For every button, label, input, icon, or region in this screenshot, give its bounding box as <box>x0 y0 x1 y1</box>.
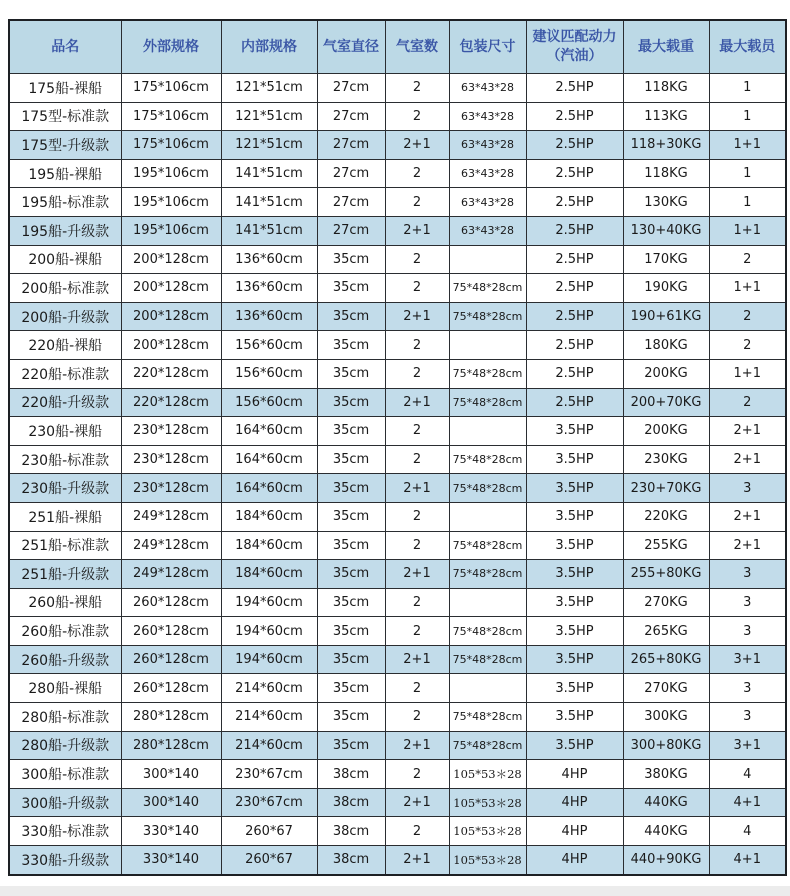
cell-recommended-power: 4HP <box>526 817 623 846</box>
cell-recommended-power: 4HP <box>526 846 623 875</box>
cell-max-load: 118+30KG <box>623 131 709 160</box>
cell-recommended-power: 4HP <box>526 760 623 789</box>
cell-chamber-count: 2 <box>385 617 449 646</box>
cell-product-name: 280船-裸船 <box>9 674 121 703</box>
cell-inner-size: 214*60cm <box>221 703 317 732</box>
cell-max-load: 190KG <box>623 274 709 303</box>
cell-tube-diameter: 35cm <box>317 617 385 646</box>
cell-max-persons: 2 <box>709 302 786 331</box>
cell-chamber-count: 2 <box>385 274 449 303</box>
table-row <box>9 131 786 160</box>
header-tube-diameter: 气室直径 <box>317 20 385 74</box>
cell-inner-size: 230*67cm <box>221 788 317 817</box>
table-row <box>9 274 786 303</box>
cell-tube-diameter: 35cm <box>317 302 385 331</box>
cell-product-name: 330船-升级款 <box>9 846 121 875</box>
cell-inner-size: 164*60cm <box>221 474 317 503</box>
table-row <box>9 302 786 331</box>
table-row <box>9 674 786 703</box>
table-row <box>9 731 786 760</box>
cell-tube-diameter: 35cm <box>317 645 385 674</box>
cell-inner-size: 156*60cm <box>221 359 317 388</box>
cell-outer-size: 280*128cm <box>121 731 221 760</box>
bottom-divider <box>0 886 790 896</box>
cell-tube-diameter: 35cm <box>317 502 385 531</box>
cell-recommended-power: 3.5HP <box>526 703 623 732</box>
table-row <box>9 188 786 217</box>
table-row <box>9 788 786 817</box>
cell-tube-diameter: 35cm <box>317 245 385 274</box>
cell-outer-size: 200*128cm <box>121 331 221 360</box>
cell-product-name: 195船-裸船 <box>9 159 121 188</box>
cell-max-persons: 2+1 <box>709 417 786 446</box>
cell-package-size <box>449 502 526 531</box>
cell-max-load: 190+61KG <box>623 302 709 331</box>
cell-max-persons: 3 <box>709 474 786 503</box>
cell-inner-size: 184*60cm <box>221 502 317 531</box>
cell-tube-diameter: 38cm <box>317 846 385 875</box>
cell-max-load: 113KG <box>623 102 709 131</box>
cell-package-size <box>449 588 526 617</box>
cell-package-size: 75*48*28cm <box>449 560 526 589</box>
cell-product-name: 175船-裸船 <box>9 74 121 103</box>
cell-chamber-count: 2 <box>385 417 449 446</box>
cell-outer-size: 230*128cm <box>121 474 221 503</box>
cell-outer-size: 230*128cm <box>121 445 221 474</box>
cell-recommended-power: 2.5HP <box>526 388 623 417</box>
cell-max-persons: 3+1 <box>709 645 786 674</box>
cell-max-persons: 3 <box>709 560 786 589</box>
header-outer-size: 外部规格 <box>121 20 221 74</box>
cell-chamber-count: 2 <box>385 359 449 388</box>
cell-chamber-count: 2 <box>385 760 449 789</box>
table-row <box>9 417 786 446</box>
cell-max-persons: 3 <box>709 617 786 646</box>
cell-tube-diameter: 38cm <box>317 817 385 846</box>
cell-package-size: 63*43*28 <box>449 74 526 103</box>
cell-inner-size: 136*60cm <box>221 302 317 331</box>
cell-package-size: 75*48*28cm <box>449 359 526 388</box>
boat-spec-table <box>8 19 787 876</box>
cell-recommended-power: 3.5HP <box>526 531 623 560</box>
cell-outer-size: 300*140 <box>121 788 221 817</box>
cell-chamber-count: 2 <box>385 331 449 360</box>
cell-recommended-power: 3.5HP <box>526 560 623 589</box>
cell-product-name: 200船-裸船 <box>9 245 121 274</box>
cell-outer-size: 330*140 <box>121 817 221 846</box>
cell-package-size: 75*48*28cm <box>449 388 526 417</box>
cell-outer-size: 175*106cm <box>121 74 221 103</box>
cell-package-size <box>449 331 526 360</box>
cell-outer-size: 260*128cm <box>121 645 221 674</box>
cell-outer-size: 195*106cm <box>121 159 221 188</box>
cell-chamber-count: 2+1 <box>385 560 449 589</box>
cell-inner-size: 141*51cm <box>221 159 317 188</box>
cell-tube-diameter: 35cm <box>317 588 385 617</box>
cell-inner-size: 194*60cm <box>221 617 317 646</box>
cell-package-size <box>449 417 526 446</box>
cell-tube-diameter: 35cm <box>317 417 385 446</box>
cell-chamber-count: 2 <box>385 74 449 103</box>
cell-max-load: 255KG <box>623 531 709 560</box>
cell-inner-size: 194*60cm <box>221 588 317 617</box>
cell-chamber-count: 2 <box>385 703 449 732</box>
cell-recommended-power: 2.5HP <box>526 216 623 245</box>
cell-chamber-count: 2+1 <box>385 846 449 875</box>
cell-max-load: 440KG <box>623 788 709 817</box>
cell-recommended-power: 2.5HP <box>526 274 623 303</box>
cell-outer-size: 260*128cm <box>121 588 221 617</box>
cell-recommended-power: 4HP <box>526 788 623 817</box>
cell-package-size: 75*48*28cm <box>449 645 526 674</box>
cell-product-name: 200船-升级款 <box>9 302 121 331</box>
cell-max-persons: 3 <box>709 588 786 617</box>
table-body <box>9 74 786 875</box>
cell-product-name: 195船-标准款 <box>9 188 121 217</box>
cell-inner-size: 121*51cm <box>221 74 317 103</box>
cell-chamber-count: 2+1 <box>385 216 449 245</box>
cell-inner-size: 141*51cm <box>221 216 317 245</box>
cell-recommended-power: 2.5HP <box>526 131 623 160</box>
cell-tube-diameter: 38cm <box>317 760 385 789</box>
cell-package-size: 75*48*28cm <box>449 731 526 760</box>
cell-max-persons: 4+1 <box>709 846 786 875</box>
cell-inner-size: 214*60cm <box>221 731 317 760</box>
cell-chamber-count: 2+1 <box>385 731 449 760</box>
cell-chamber-count: 2+1 <box>385 645 449 674</box>
table-row <box>9 502 786 531</box>
table-row <box>9 617 786 646</box>
cell-tube-diameter: 35cm <box>317 531 385 560</box>
cell-outer-size: 249*128cm <box>121 531 221 560</box>
table-row <box>9 102 786 131</box>
cell-package-size: 63*43*28 <box>449 216 526 245</box>
cell-max-persons: 1 <box>709 74 786 103</box>
cell-max-load: 270KG <box>623 674 709 703</box>
cell-chamber-count: 2+1 <box>385 474 449 503</box>
cell-outer-size: 195*106cm <box>121 216 221 245</box>
cell-tube-diameter: 35cm <box>317 388 385 417</box>
cell-max-persons: 4+1 <box>709 788 786 817</box>
cell-package-size <box>449 674 526 703</box>
cell-product-name: 280船-标准款 <box>9 703 121 732</box>
cell-tube-diameter: 35cm <box>317 445 385 474</box>
cell-tube-diameter: 35cm <box>317 560 385 589</box>
cell-inner-size: 164*60cm <box>221 417 317 446</box>
cell-product-name: 175型-升级款 <box>9 131 121 160</box>
cell-outer-size: 175*106cm <box>121 102 221 131</box>
cell-tube-diameter: 35cm <box>317 703 385 732</box>
cell-max-persons: 4 <box>709 817 786 846</box>
cell-recommended-power: 3.5HP <box>526 645 623 674</box>
cell-max-persons: 2 <box>709 331 786 360</box>
cell-chamber-count: 2+1 <box>385 388 449 417</box>
cell-outer-size: 260*128cm <box>121 617 221 646</box>
header-max-load: 最大载重 <box>623 20 709 74</box>
cell-package-size: 63*43*28 <box>449 131 526 160</box>
cell-inner-size: 184*60cm <box>221 531 317 560</box>
cell-max-persons: 2 <box>709 245 786 274</box>
cell-package-size: 75*48*28cm <box>449 274 526 303</box>
cell-recommended-power: 2.5HP <box>526 302 623 331</box>
cell-product-name: 330船-标准款 <box>9 817 121 846</box>
cell-max-load: 200KG <box>623 417 709 446</box>
cell-max-persons: 1+1 <box>709 216 786 245</box>
cell-max-load: 200+70KG <box>623 388 709 417</box>
cell-tube-diameter: 27cm <box>317 74 385 103</box>
table-row <box>9 359 786 388</box>
cell-recommended-power: 2.5HP <box>526 359 623 388</box>
cell-product-name: 260船-升级款 <box>9 645 121 674</box>
cell-tube-diameter: 27cm <box>317 131 385 160</box>
cell-inner-size: 260*67 <box>221 846 317 875</box>
cell-max-persons: 4 <box>709 760 786 789</box>
cell-product-name: 230船-标准款 <box>9 445 121 474</box>
cell-package-size: 105*53＊28 <box>449 788 526 817</box>
cell-max-load: 255+80KG <box>623 560 709 589</box>
cell-inner-size: 194*60cm <box>221 645 317 674</box>
table-row <box>9 159 786 188</box>
cell-max-persons: 3+1 <box>709 731 786 760</box>
cell-inner-size: 121*51cm <box>221 131 317 160</box>
cell-product-name: 280船-升级款 <box>9 731 121 760</box>
cell-max-persons: 2+1 <box>709 445 786 474</box>
cell-inner-size: 260*67 <box>221 817 317 846</box>
cell-recommended-power: 2.5HP <box>526 102 623 131</box>
cell-outer-size: 220*128cm <box>121 359 221 388</box>
cell-recommended-power: 2.5HP <box>526 74 623 103</box>
table-header-row <box>9 20 786 74</box>
cell-product-name: 300船-升级款 <box>9 788 121 817</box>
header-chamber-count: 气室数 <box>385 20 449 74</box>
cell-package-size: 105*53＊28 <box>449 846 526 875</box>
cell-chamber-count: 2 <box>385 445 449 474</box>
table-row <box>9 560 786 589</box>
cell-max-load: 230KG <box>623 445 709 474</box>
cell-product-name: 195船-升级款 <box>9 216 121 245</box>
cell-max-persons: 2 <box>709 388 786 417</box>
cell-product-name: 220船-升级款 <box>9 388 121 417</box>
cell-outer-size: 280*128cm <box>121 703 221 732</box>
cell-inner-size: 230*67cm <box>221 760 317 789</box>
cell-outer-size: 220*128cm <box>121 388 221 417</box>
cell-tube-diameter: 35cm <box>317 674 385 703</box>
cell-chamber-count: 2+1 <box>385 788 449 817</box>
cell-max-persons: 2+1 <box>709 502 786 531</box>
cell-max-load: 265+80KG <box>623 645 709 674</box>
cell-recommended-power: 3.5HP <box>526 502 623 531</box>
table-row <box>9 474 786 503</box>
cell-package-size: 63*43*28 <box>449 188 526 217</box>
cell-outer-size: 200*128cm <box>121 274 221 303</box>
cell-inner-size: 136*60cm <box>221 245 317 274</box>
cell-tube-diameter: 35cm <box>317 274 385 303</box>
cell-product-name: 260船-裸船 <box>9 588 121 617</box>
cell-max-load: 130+40KG <box>623 216 709 245</box>
header-recommended-power: 建议匹配动力（汽油） <box>526 20 623 74</box>
cell-max-load: 300KG <box>623 703 709 732</box>
cell-tube-diameter: 27cm <box>317 188 385 217</box>
cell-chamber-count: 2 <box>385 188 449 217</box>
table-row <box>9 817 786 846</box>
cell-inner-size: 136*60cm <box>221 274 317 303</box>
cell-outer-size: 300*140 <box>121 760 221 789</box>
cell-inner-size: 156*60cm <box>221 331 317 360</box>
header-inner-size: 内部规格 <box>221 20 317 74</box>
cell-max-load: 118KG <box>623 74 709 103</box>
cell-max-load: 440+90KG <box>623 846 709 875</box>
cell-package-size: 105*53＊28 <box>449 817 526 846</box>
cell-product-name: 220船-标准款 <box>9 359 121 388</box>
cell-recommended-power: 3.5HP <box>526 588 623 617</box>
table-row <box>9 388 786 417</box>
cell-inner-size: 141*51cm <box>221 188 317 217</box>
cell-product-name: 251船-升级款 <box>9 560 121 589</box>
spec-table-container <box>8 19 787 876</box>
table-row <box>9 216 786 245</box>
cell-package-size: 63*43*28 <box>449 102 526 131</box>
cell-max-persons: 3 <box>709 674 786 703</box>
cell-max-load: 270KG <box>623 588 709 617</box>
table-row <box>9 74 786 103</box>
cell-product-name: 260船-标准款 <box>9 617 121 646</box>
cell-inner-size: 214*60cm <box>221 674 317 703</box>
cell-outer-size: 175*106cm <box>121 131 221 160</box>
cell-recommended-power: 2.5HP <box>526 159 623 188</box>
cell-chamber-count: 2+1 <box>385 302 449 331</box>
cell-package-size <box>449 245 526 274</box>
cell-product-name: 251船-裸船 <box>9 502 121 531</box>
cell-product-name: 220船-裸船 <box>9 331 121 360</box>
cell-max-load: 440KG <box>623 817 709 846</box>
cell-max-persons: 1+1 <box>709 359 786 388</box>
cell-max-persons: 1+1 <box>709 274 786 303</box>
cell-package-size: 75*48*28cm <box>449 445 526 474</box>
cell-outer-size: 330*140 <box>121 846 221 875</box>
cell-recommended-power: 3.5HP <box>526 474 623 503</box>
cell-product-name: 230船-裸船 <box>9 417 121 446</box>
table-row <box>9 703 786 732</box>
cell-package-size: 75*48*28cm <box>449 531 526 560</box>
cell-inner-size: 184*60cm <box>221 560 317 589</box>
cell-max-load: 300+80KG <box>623 731 709 760</box>
cell-recommended-power: 2.5HP <box>526 331 623 360</box>
cell-outer-size: 195*106cm <box>121 188 221 217</box>
cell-recommended-power: 3.5HP <box>526 445 623 474</box>
cell-inner-size: 156*60cm <box>221 388 317 417</box>
cell-max-load: 380KG <box>623 760 709 789</box>
cell-tube-diameter: 27cm <box>317 102 385 131</box>
cell-max-persons: 2+1 <box>709 531 786 560</box>
cell-product-name: 230船-升级款 <box>9 474 121 503</box>
table-row <box>9 645 786 674</box>
cell-package-size: 75*48*28cm <box>449 302 526 331</box>
cell-tube-diameter: 35cm <box>317 359 385 388</box>
cell-chamber-count: 2 <box>385 674 449 703</box>
cell-product-name: 200船-标准款 <box>9 274 121 303</box>
cell-recommended-power: 3.5HP <box>526 417 623 446</box>
header-max-persons: 最大载员 <box>709 20 786 74</box>
cell-inner-size: 121*51cm <box>221 102 317 131</box>
cell-recommended-power: 3.5HP <box>526 674 623 703</box>
header-package-size: 包装尺寸 <box>449 20 526 74</box>
cell-max-load: 118KG <box>623 159 709 188</box>
table-row <box>9 760 786 789</box>
cell-chamber-count: 2 <box>385 102 449 131</box>
cell-outer-size: 249*128cm <box>121 502 221 531</box>
cell-max-load: 220KG <box>623 502 709 531</box>
table-row <box>9 531 786 560</box>
cell-inner-size: 164*60cm <box>221 445 317 474</box>
table-row <box>9 331 786 360</box>
cell-chamber-count: 2 <box>385 245 449 274</box>
cell-max-persons: 1+1 <box>709 131 786 160</box>
header-product-name: 品名 <box>9 20 121 74</box>
cell-outer-size: 249*128cm <box>121 560 221 589</box>
table-row <box>9 588 786 617</box>
cell-chamber-count: 2 <box>385 817 449 846</box>
cell-tube-diameter: 38cm <box>317 788 385 817</box>
cell-chamber-count: 2 <box>385 502 449 531</box>
cell-max-load: 170KG <box>623 245 709 274</box>
cell-max-persons: 3 <box>709 703 786 732</box>
cell-outer-size: 230*128cm <box>121 417 221 446</box>
cell-max-load: 200KG <box>623 359 709 388</box>
cell-recommended-power: 2.5HP <box>526 245 623 274</box>
cell-tube-diameter: 35cm <box>317 474 385 503</box>
cell-max-load: 230+70KG <box>623 474 709 503</box>
cell-chamber-count: 2 <box>385 159 449 188</box>
cell-max-load: 265KG <box>623 617 709 646</box>
table-row <box>9 245 786 274</box>
cell-outer-size: 200*128cm <box>121 302 221 331</box>
cell-chamber-count: 2 <box>385 531 449 560</box>
cell-recommended-power: 2.5HP <box>526 188 623 217</box>
cell-max-load: 130KG <box>623 188 709 217</box>
cell-package-size: 75*48*28cm <box>449 617 526 646</box>
cell-product-name: 300船-标准款 <box>9 760 121 789</box>
cell-chamber-count: 2 <box>385 588 449 617</box>
cell-max-persons: 1 <box>709 159 786 188</box>
cell-tube-diameter: 27cm <box>317 159 385 188</box>
cell-outer-size: 200*128cm <box>121 245 221 274</box>
cell-max-persons: 1 <box>709 102 786 131</box>
cell-chamber-count: 2+1 <box>385 131 449 160</box>
cell-package-size: 75*48*28cm <box>449 703 526 732</box>
cell-recommended-power: 3.5HP <box>526 617 623 646</box>
cell-max-load: 180KG <box>623 331 709 360</box>
cell-product-name: 175型-标准款 <box>9 102 121 131</box>
cell-product-name: 251船-标准款 <box>9 531 121 560</box>
table-row <box>9 846 786 875</box>
cell-recommended-power: 3.5HP <box>526 731 623 760</box>
cell-tube-diameter: 35cm <box>317 731 385 760</box>
cell-package-size: 105*53＊28 <box>449 760 526 789</box>
table-row <box>9 445 786 474</box>
cell-package-size: 63*43*28 <box>449 159 526 188</box>
cell-max-persons: 1 <box>709 188 786 217</box>
cell-outer-size: 260*128cm <box>121 674 221 703</box>
cell-tube-diameter: 27cm <box>317 216 385 245</box>
cell-tube-diameter: 35cm <box>317 331 385 360</box>
cell-package-size: 75*48*28cm <box>449 474 526 503</box>
